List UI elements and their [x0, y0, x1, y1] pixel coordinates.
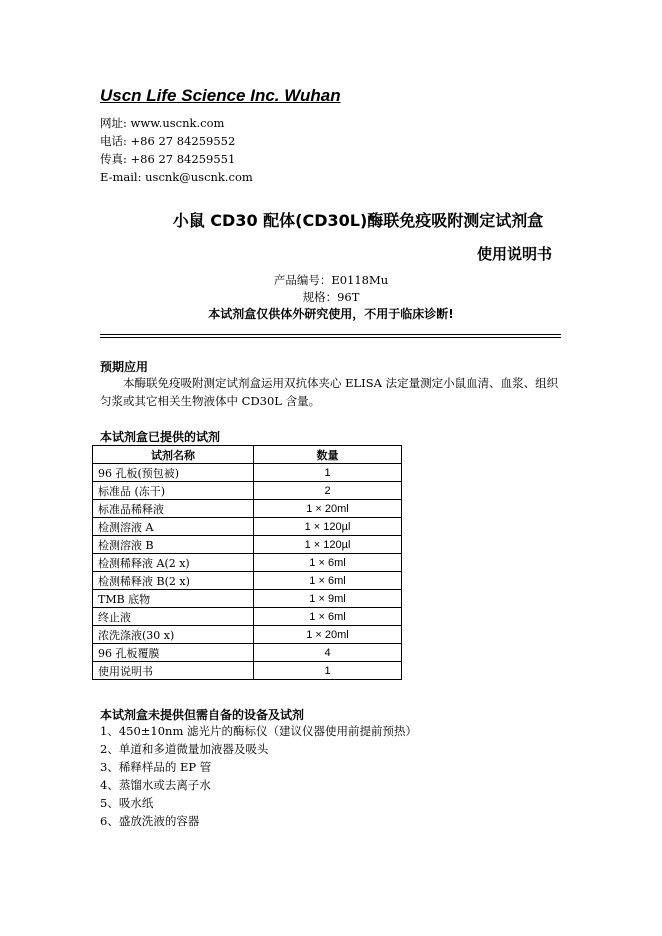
table-row: [93, 626, 402, 644]
list-item: 6、盛放洗液的容器: [100, 814, 200, 828]
reagents-heading: 本试剂盒已提供的试剂: [100, 430, 221, 444]
phone-line: 电话: +86 27 84259552: [100, 134, 236, 148]
column-header-name: 试剂名称: [93, 446, 254, 464]
reagent-qty: 1 × 20ml: [254, 626, 402, 644]
reagents-table: [92, 445, 402, 680]
reagent-qty: 1: [254, 662, 402, 680]
table-row: [93, 518, 402, 536]
reagent-qty: 1 × 20ml: [254, 500, 402, 518]
reagent-qty: 2: [254, 482, 402, 500]
reagent-qty: 1 × 120µl: [254, 518, 402, 536]
table-row: [93, 500, 402, 518]
column-header-qty: 数量: [254, 446, 402, 464]
reagent-name: 检测溶液 A: [93, 518, 254, 536]
table-row: [93, 662, 402, 680]
reagent-name: 终止液: [93, 608, 254, 626]
document-title: 小鼠 CD30 配体(CD30L)酶联免疫吸附测定试剂盒: [172, 211, 544, 230]
website-line: 网址: www.uscnk.com: [100, 116, 225, 130]
reagent-name: 浓洗涤液(30 x): [93, 626, 254, 644]
list-item: 5、吸水纸: [100, 796, 154, 810]
reagent-qty: 1 × 120µl: [254, 536, 402, 554]
reagent-name: TMB 底物: [93, 590, 254, 608]
reagent-name: 标准品 (冻干): [93, 482, 254, 500]
table-row: [93, 554, 402, 572]
list-item: 3、稀释样品的 EP 管: [100, 760, 212, 774]
table-row: [93, 482, 402, 500]
list-item: 1、450±10nm 滤光片的酶标仪（建议仪器使用前提前预热）: [100, 724, 417, 738]
reagent-name: 标准品稀释液: [93, 500, 254, 518]
research-only-notice: 本试剂盒仅供体外研究使用，不用于临床诊断!: [208, 307, 454, 321]
intended-use-heading: 预期应用: [100, 360, 149, 374]
reagent-qty: 1: [254, 464, 402, 482]
reagent-name: 检测稀释液 B(2 x): [93, 572, 254, 590]
table-row: [93, 536, 402, 554]
reagent-qty: 4: [254, 644, 402, 662]
table-row: [93, 644, 402, 662]
equipment-heading: 本试剂盒未提供但需自备的设备及试剂: [100, 708, 305, 722]
list-item: 2、单道和多道微量加液器及吸头: [100, 742, 269, 756]
document-subtitle: 使用说明书: [476, 245, 552, 263]
email-line: E-mail: uscnk@uscnk.com: [100, 170, 253, 184]
reagent-name: 使用说明书: [93, 662, 254, 680]
divider-bottom: [100, 337, 561, 338]
reagent-name: 96 孔板覆膜: [93, 644, 254, 662]
company-name: Uscn Life Science Inc. Wuhan: [100, 86, 341, 105]
table-row: [93, 464, 402, 482]
table-row: [93, 572, 402, 590]
table-row: [93, 590, 402, 608]
reagent-name: 检测稀释液 A(2 x): [93, 554, 254, 572]
list-item: 4、蒸馏水或去离子水: [100, 778, 211, 792]
reagent-qty: 1 × 6ml: [254, 572, 402, 590]
reagent-qty: 1 × 6ml: [254, 608, 402, 626]
product-spec: 规格：96T: [302, 290, 360, 304]
reagent-qty: 1 × 6ml: [254, 554, 402, 572]
reagent-name: 检测溶液 B: [93, 536, 254, 554]
table-row: [93, 608, 402, 626]
reagent-qty: 1 × 9ml: [254, 590, 402, 608]
divider-top: [100, 334, 561, 335]
intended-use-text: 本酶联免疫吸附测定试剂盒运用双抗体夹心 ELISA 法定量测定小鼠血清、血浆、组织匀浆或其它相关生物液体中 CD30L 含量。: [100, 376, 559, 408]
table-header-row: [93, 446, 402, 464]
fax-line: 传真: +86 27 84259551: [100, 152, 236, 166]
product-code: 产品编号：E0118Mu: [273, 273, 389, 287]
reagent-name: 96 孔板(预包被): [93, 464, 254, 482]
